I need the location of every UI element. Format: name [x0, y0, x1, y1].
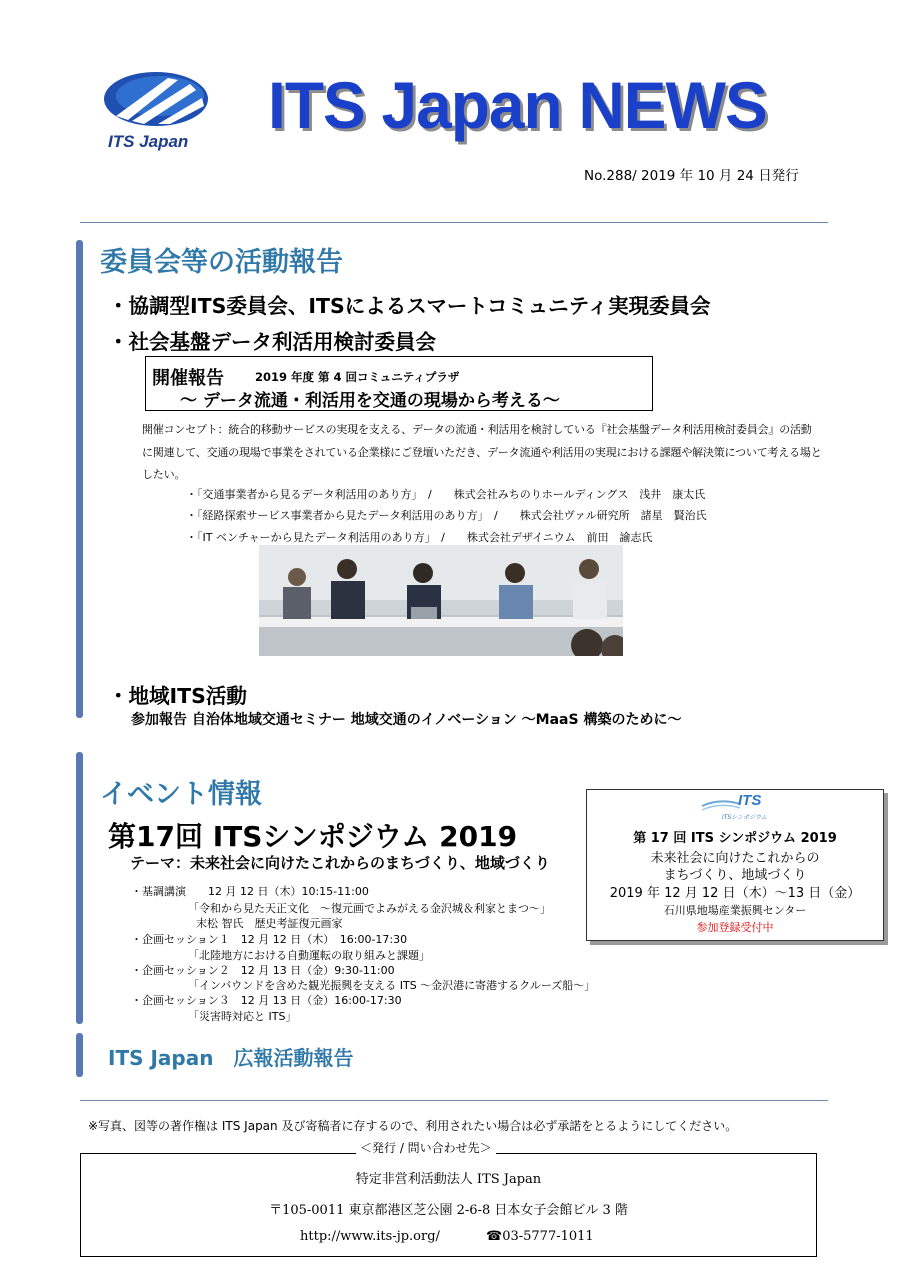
report-concept: 開催コンセプト：統合的移動サービスの実現を支える、データの流通・利活用を検討している『社会基盤データ利活用検討委員会』の活動に関連して、交通の現場で事業をされている企業様にご登壇いただき、データ流通や利活用の実現における課題や解決策について考える場としたい。: [142, 423, 822, 481]
contact-org: 特定非営利活動法人 ITS Japan: [355, 1172, 542, 1187]
program-line: 「インバウンドを含めた観光振興を支える ITS ～金沢港に寄港するクルーズ船～」: [188, 979, 596, 992]
symposium-title: 第17回 ITSシンポジウム 2019: [108, 820, 518, 853]
program-line: ・基調講演 12 月 12 日（木）10:15-11:00: [131, 885, 369, 898]
event-box-venue: 石川県地場産業振興センター: [663, 904, 807, 917]
committee-item-3: ・地域ITS活動: [108, 684, 247, 708]
program-line: 末松 智氏 歴史考証復元画家: [196, 917, 343, 930]
symposium-logo-subtext: ITSシンポジウム: [722, 814, 768, 821]
speaker-3: ・「IT ベンチャーから見たデータ利活用のあり方」 / 株式会社デザイニウム 前田 諭志氏: [186, 531, 653, 544]
section-sidebar-events: [76, 752, 83, 1024]
program-line: ・企画セッション２ 12 月 13 日（金）9:30-11:00: [131, 964, 395, 977]
section-title-pr: ITS Japan 広報活動報告: [108, 1046, 354, 1070]
logo-text: ITS Japan: [108, 132, 189, 151]
section-title-committee: 委員会等の活動報告: [100, 247, 343, 278]
program-line: 「令和から見た天正文化 ～復元画でよみがえる金沢城＆利家とまつ～」: [188, 902, 551, 915]
symposium-logo-text: ITS: [738, 792, 762, 809]
footer-rule: [80, 1100, 828, 1101]
report-theme: ～ データ流通・利活用を交通の現場から考える～: [180, 391, 560, 411]
event-box-date: 2019 年 12 月 12 日（木）～13 日（金）: [609, 886, 861, 901]
masthead-title: ITS Japan NEWS: [268, 68, 767, 142]
program-line: ・企画セッション１ 12 月 12 日（木） 16:00-17:30: [131, 933, 408, 946]
program-line: ・企画セッション３ 12 月 13 日（金）16:00-17:30: [131, 994, 402, 1007]
contact-label: ＜発行 / 問い合わせ先＞: [356, 1139, 496, 1156]
header-rule: [80, 222, 828, 223]
program-line: 「北陸地方における自動運転の取り組みと課題」: [188, 949, 430, 962]
section-sidebar-pr: [76, 1033, 83, 1077]
speaker-1: ・「交通事業者から見るデータ利活用のあり方」 / 株式会社みちのりホールディングス 浅井 康太氏: [186, 488, 706, 501]
seminar-report: 参加報告 自治体地域交通セミナー 地域交通のイノベーション ～MaaS 構築のために～: [131, 712, 682, 728]
committee-item-2: ・社会基盤データ利活用検討委員会: [108, 330, 436, 354]
panel-discussion-photo: [259, 545, 623, 656]
committee-item-1: ・協調型ITS委員会、ITSによるスマートコミュニティ実現委員会: [108, 294, 711, 318]
section-title-events: イベント情報: [100, 779, 262, 810]
event-box-status: 参加登録受付中: [696, 921, 774, 934]
section-sidebar-committee: [76, 240, 83, 718]
event-box-title: 第 17 回 ITS シンポジウム 2019: [633, 831, 837, 846]
issue-info: No.288/ 2019 年 10 月 24 日発行: [584, 168, 799, 184]
program-line: 「災害時対応と ITS」: [188, 1010, 297, 1023]
contact-address: 〒105-0011 東京都港区芝公園 2-6-8 日本女子会館ビル 3 階: [269, 1203, 628, 1218]
symposium-theme: テーマ：未来社会に向けたこれからのまちづくり、地域づくり: [130, 854, 550, 872]
contact-url[interactable]: http://www.its-jp.org/: [300, 1229, 440, 1244]
report-subtitle: 2019 年度 第 4 回コミュニティプラザ: [255, 370, 460, 384]
event-box-line2: まちづくり、地域づくり: [663, 868, 807, 883]
contact-phone: ☎03-5777-1011: [486, 1229, 594, 1244]
event-box-line1: 未来社会に向けたこれからの: [650, 851, 820, 866]
copyright-notice: ※写真、図等の著作権は ITS Japan 及び寄稿者に存するので、利用されたい場合は必ず承諾をとるようにしてください。: [88, 1119, 738, 1133]
report-label: 開催報告: [152, 368, 224, 389]
speaker-2: ・「経路探索サービス事業者から見たデータ利活用のあり方」 / 株式会社ヴァル研究所 諸星 賢治氏: [186, 509, 707, 522]
